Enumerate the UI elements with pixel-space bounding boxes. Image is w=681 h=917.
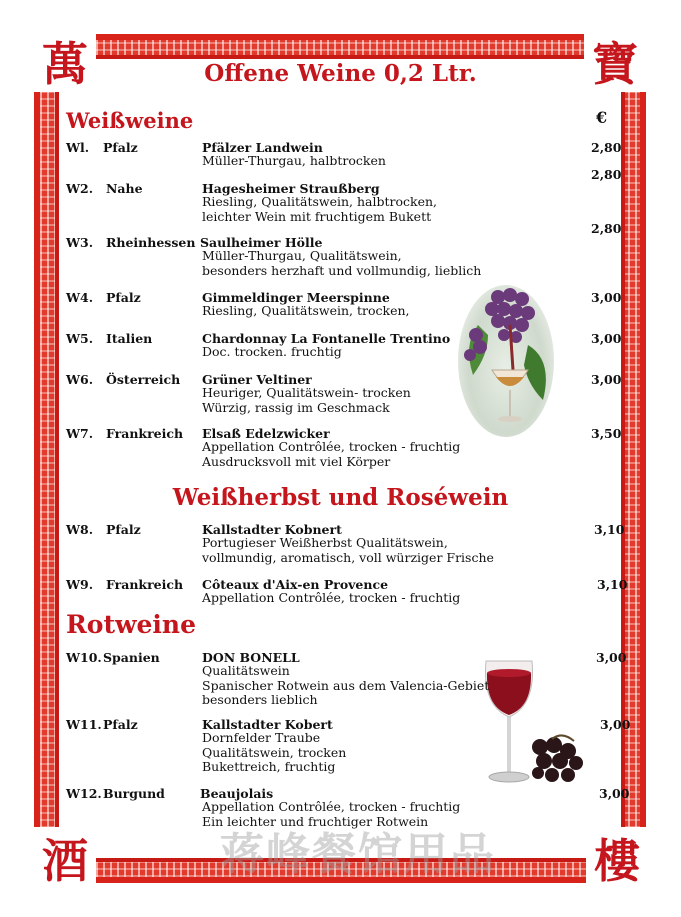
wine-price: 2,80 — [591, 167, 622, 182]
wine-region: Italien — [106, 331, 153, 346]
wine-description-line: Appellation Contrôlée, trocken - fruchtig — [202, 590, 461, 605]
wine-price: 3,10 — [594, 522, 625, 537]
wine-region: Nahe — [106, 181, 143, 196]
wine-description-line: Spanischer Rotwein aus dem Valencia-Gebiet — [202, 677, 490, 693]
wine-name: Kallstadter Kobnert — [202, 522, 342, 537]
section-heading-rotweine: Rotweine — [66, 610, 197, 639]
wine-description-line: Heuriger, Qualitätswein- trocken — [202, 385, 411, 400]
wine-region: Frankreich — [106, 426, 184, 441]
white-wine-grapes-image — [458, 285, 554, 437]
wine-price: 2,80 — [591, 221, 622, 236]
wine-description-line: Appellation Contrôlée, trocken - fruchtig — [202, 799, 461, 814]
wine-price: 3,00 — [600, 717, 631, 732]
wine-code: W7. — [66, 426, 94, 441]
wine-region: Spanien — [103, 650, 160, 665]
wine-description-line: Riesling, Qualitätswein, trocken, — [202, 303, 410, 318]
wine-region: Rheinhessen — [106, 235, 196, 250]
wine-name: Gimmeldinger Meerspinne — [202, 290, 390, 305]
wine-region: Pfalz — [103, 717, 138, 732]
wine-description-line: Ein leichter und fruchtiger Rotwein — [202, 813, 429, 829]
section-heading-weissweine: Weißweine — [66, 108, 194, 133]
grapes-glass-icon — [458, 285, 554, 437]
wine-description-line: vollmundig, aromatisch, voll würziger Frische — [202, 549, 494, 565]
wine-region: Österreich — [106, 372, 181, 387]
wine-description-line: Qualitätswein — [202, 663, 290, 678]
wine-code: W11. — [66, 717, 102, 732]
wine-code: Wl. — [66, 140, 90, 155]
wine-description-line: Bukettreich, fruchtig — [202, 759, 336, 774]
wine-description-line: besonders lieblich — [202, 692, 318, 707]
page-title: Offene Weine 0,2 Ltr. — [204, 60, 477, 87]
wine-price: 3,00 — [591, 372, 622, 387]
wine-price: 2,80 — [591, 140, 622, 155]
wine-name: Beaujolais — [200, 786, 274, 801]
wine-name: Hagesheimer Straußberg — [202, 181, 380, 196]
wine-code: W4. — [66, 290, 94, 305]
wine-price: 3,00 — [591, 290, 622, 305]
wine-region: Frankreich — [106, 577, 184, 592]
wine-name: Saulheimer Hölle — [200, 235, 323, 250]
wine-region: Pfalz — [106, 522, 141, 537]
wine-description-line: Dornfelder Traube — [202, 730, 321, 745]
wine-description-line: Riesling, Qualitätswein, halbtrocken, — [202, 194, 437, 209]
wine-region: Burgund — [103, 786, 165, 801]
wine-code: W3. — [66, 235, 94, 250]
wine-description-line: besonders herzhaft und vollmundig, lieblich — [202, 262, 482, 278]
wine-name: Pfälzer Landwein — [202, 140, 323, 155]
wine-code: W6. — [66, 372, 94, 387]
watermark: 蒋峰餐馆用品 — [220, 829, 496, 880]
corner-character-bottom-right: 樓 — [586, 827, 648, 889]
currency-symbol: € — [596, 108, 608, 127]
wine-price: 3,50 — [591, 426, 622, 441]
wine-description-line: Würzig, rassig im Geschmack — [202, 399, 390, 415]
corner-character-top-right: 寶 — [584, 30, 646, 92]
wine-description-line: Ausdrucksvoll mit viel Körper — [202, 453, 391, 469]
wine-region: Pfalz — [103, 140, 138, 155]
wine-description-line: Appellation Contrôlée, trocken - fruchtig — [202, 439, 461, 454]
wine-name: Grüner Veltiner — [202, 372, 312, 387]
wine-price: 3,00 — [599, 786, 630, 801]
wine-price: 3,10 — [597, 577, 628, 592]
wine-code: W12. — [66, 786, 102, 801]
wine-code: W8. — [66, 522, 94, 537]
wine-description-line: Portugieser Weißherbst Qualitätswein, — [202, 535, 448, 550]
wine-code: W5. — [66, 331, 94, 346]
wine-region: Pfalz — [106, 290, 141, 305]
wine-description-line: Müller-Thurgau, halbtrocken — [202, 153, 386, 168]
wine-name: Elsaß Edelzwicker — [202, 426, 330, 441]
wine-name: Côteaux d'Aix-en Provence — [202, 577, 389, 592]
wine-code: W10. — [66, 650, 102, 665]
wine-description-line: leichter Wein mit fruchtigem Bukett — [202, 208, 432, 224]
wine-description-line: Müller-Thurgau, Qualitätswein, — [202, 248, 402, 263]
wine-code: W2. — [66, 181, 94, 196]
section-heading-rose: Weißherbst und Roséwein — [172, 484, 509, 511]
wine-description-line: Qualitätswein, trocken — [202, 744, 347, 760]
wine-price: 3,00 — [596, 650, 627, 665]
red-wine-glass-image — [482, 655, 592, 790]
wine-price: 3,00 — [591, 331, 622, 346]
wine-name: Kallstadter Kobert — [202, 717, 333, 732]
wine-code: W9. — [66, 577, 94, 592]
wine-name: Chardonnay La Fontanelle Trentino — [202, 331, 451, 346]
wine-description-line: Doc. trocken. fruchtig — [202, 344, 342, 359]
corner-character-bottom-left: 酒 — [34, 827, 96, 889]
wine-glass-icon — [482, 655, 592, 790]
wine-name: DON BONELL — [202, 650, 300, 665]
corner-character-top-left: 萬 — [34, 30, 96, 92]
